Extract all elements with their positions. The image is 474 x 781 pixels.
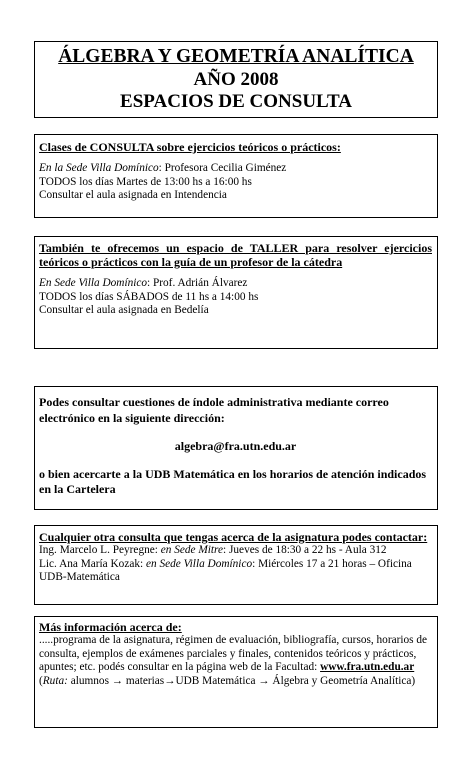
faculty-link[interactable]: www.fra.utn.edu.ar (320, 661, 415, 674)
taller-room: Consultar el aula asignada en Bedelía (39, 304, 209, 317)
taller-schedule: TODOS los días SÁBADOS de 11 hs a 14:00 hs (39, 290, 259, 303)
admin-contact-box (34, 386, 438, 510)
consulta-classes-box (34, 134, 438, 218)
page-title: ÁLGEBRA Y GEOMETRÍA ANALÍTICA (58, 46, 414, 67)
more-info-heading: Más información acerca de: (39, 620, 182, 634)
more-info-box (34, 616, 438, 728)
other-contact-heading: Cualquier otra consulta que tengas acerca de la asignatura podes contactar: (39, 530, 428, 544)
taller-location: En Sede Villa Domínico: Prof. Adrián Álvarez (39, 277, 248, 289)
admin-text: Podes consultar cuestiones de índole administrativa mediante correo electrónico en la siguiente dirección: (39, 395, 389, 425)
taller-heading: También te ofrecemos un espacio de TALLER para resolver ejercicios teóricos o prácticos con la guía de un profesor de la cátedra (39, 241, 432, 269)
consulta-room: Consultar el aula asignada en Intendencia (39, 189, 227, 202)
consulta-schedule: TODOS los días Martes de 13:00 hs a 16:00 hs (39, 175, 252, 188)
route-info: (Ruta: alumnos → materias→UDB Matemática → Álgebra y Geometría Analítica) (39, 674, 416, 687)
year-title: AÑO 2008 (193, 68, 279, 90)
subtitle: ESPACIOS DE CONSULTA (120, 91, 352, 112)
taller-box (34, 236, 438, 349)
contact-kozak: Lic. Ana María Kozak: en Sede Villa Domínico: Miércoles 17 a 21 horas – Oficina UDB-Matemática (39, 557, 412, 584)
email-address[interactable]: algebra@fra.utn.edu.ar (174, 439, 297, 453)
contact-peyregne: Ing. Marcelo L. Peyregne: en Sede Mitre: Jueves de 18:30 a 22 hs - Aula 312 (39, 544, 387, 556)
more-info-body: .....programa de la asignatura, régimen de evaluación, bibliografía, cursos, horarios de consulta, ejemplos de exámenes parciales y finales, contenidos teóricos y prácticos, apuntes; etc. podés consultar en la página web de la Facultad: www.fra.utn.edu.ar (39, 634, 428, 674)
consulta-heading: Clases de CONSULTA sobre ejercicios teóricos o prácticos: (39, 140, 341, 154)
consulta-location: En la Sede Villa Domínico: Profesora Cecilia Giménez (39, 162, 287, 174)
other-contact-box (34, 525, 438, 605)
title-box (34, 41, 438, 118)
udb-text: o bien acercarte a la UDB Matemática en los horarios de atención indicados en la Cartelera (39, 466, 427, 496)
